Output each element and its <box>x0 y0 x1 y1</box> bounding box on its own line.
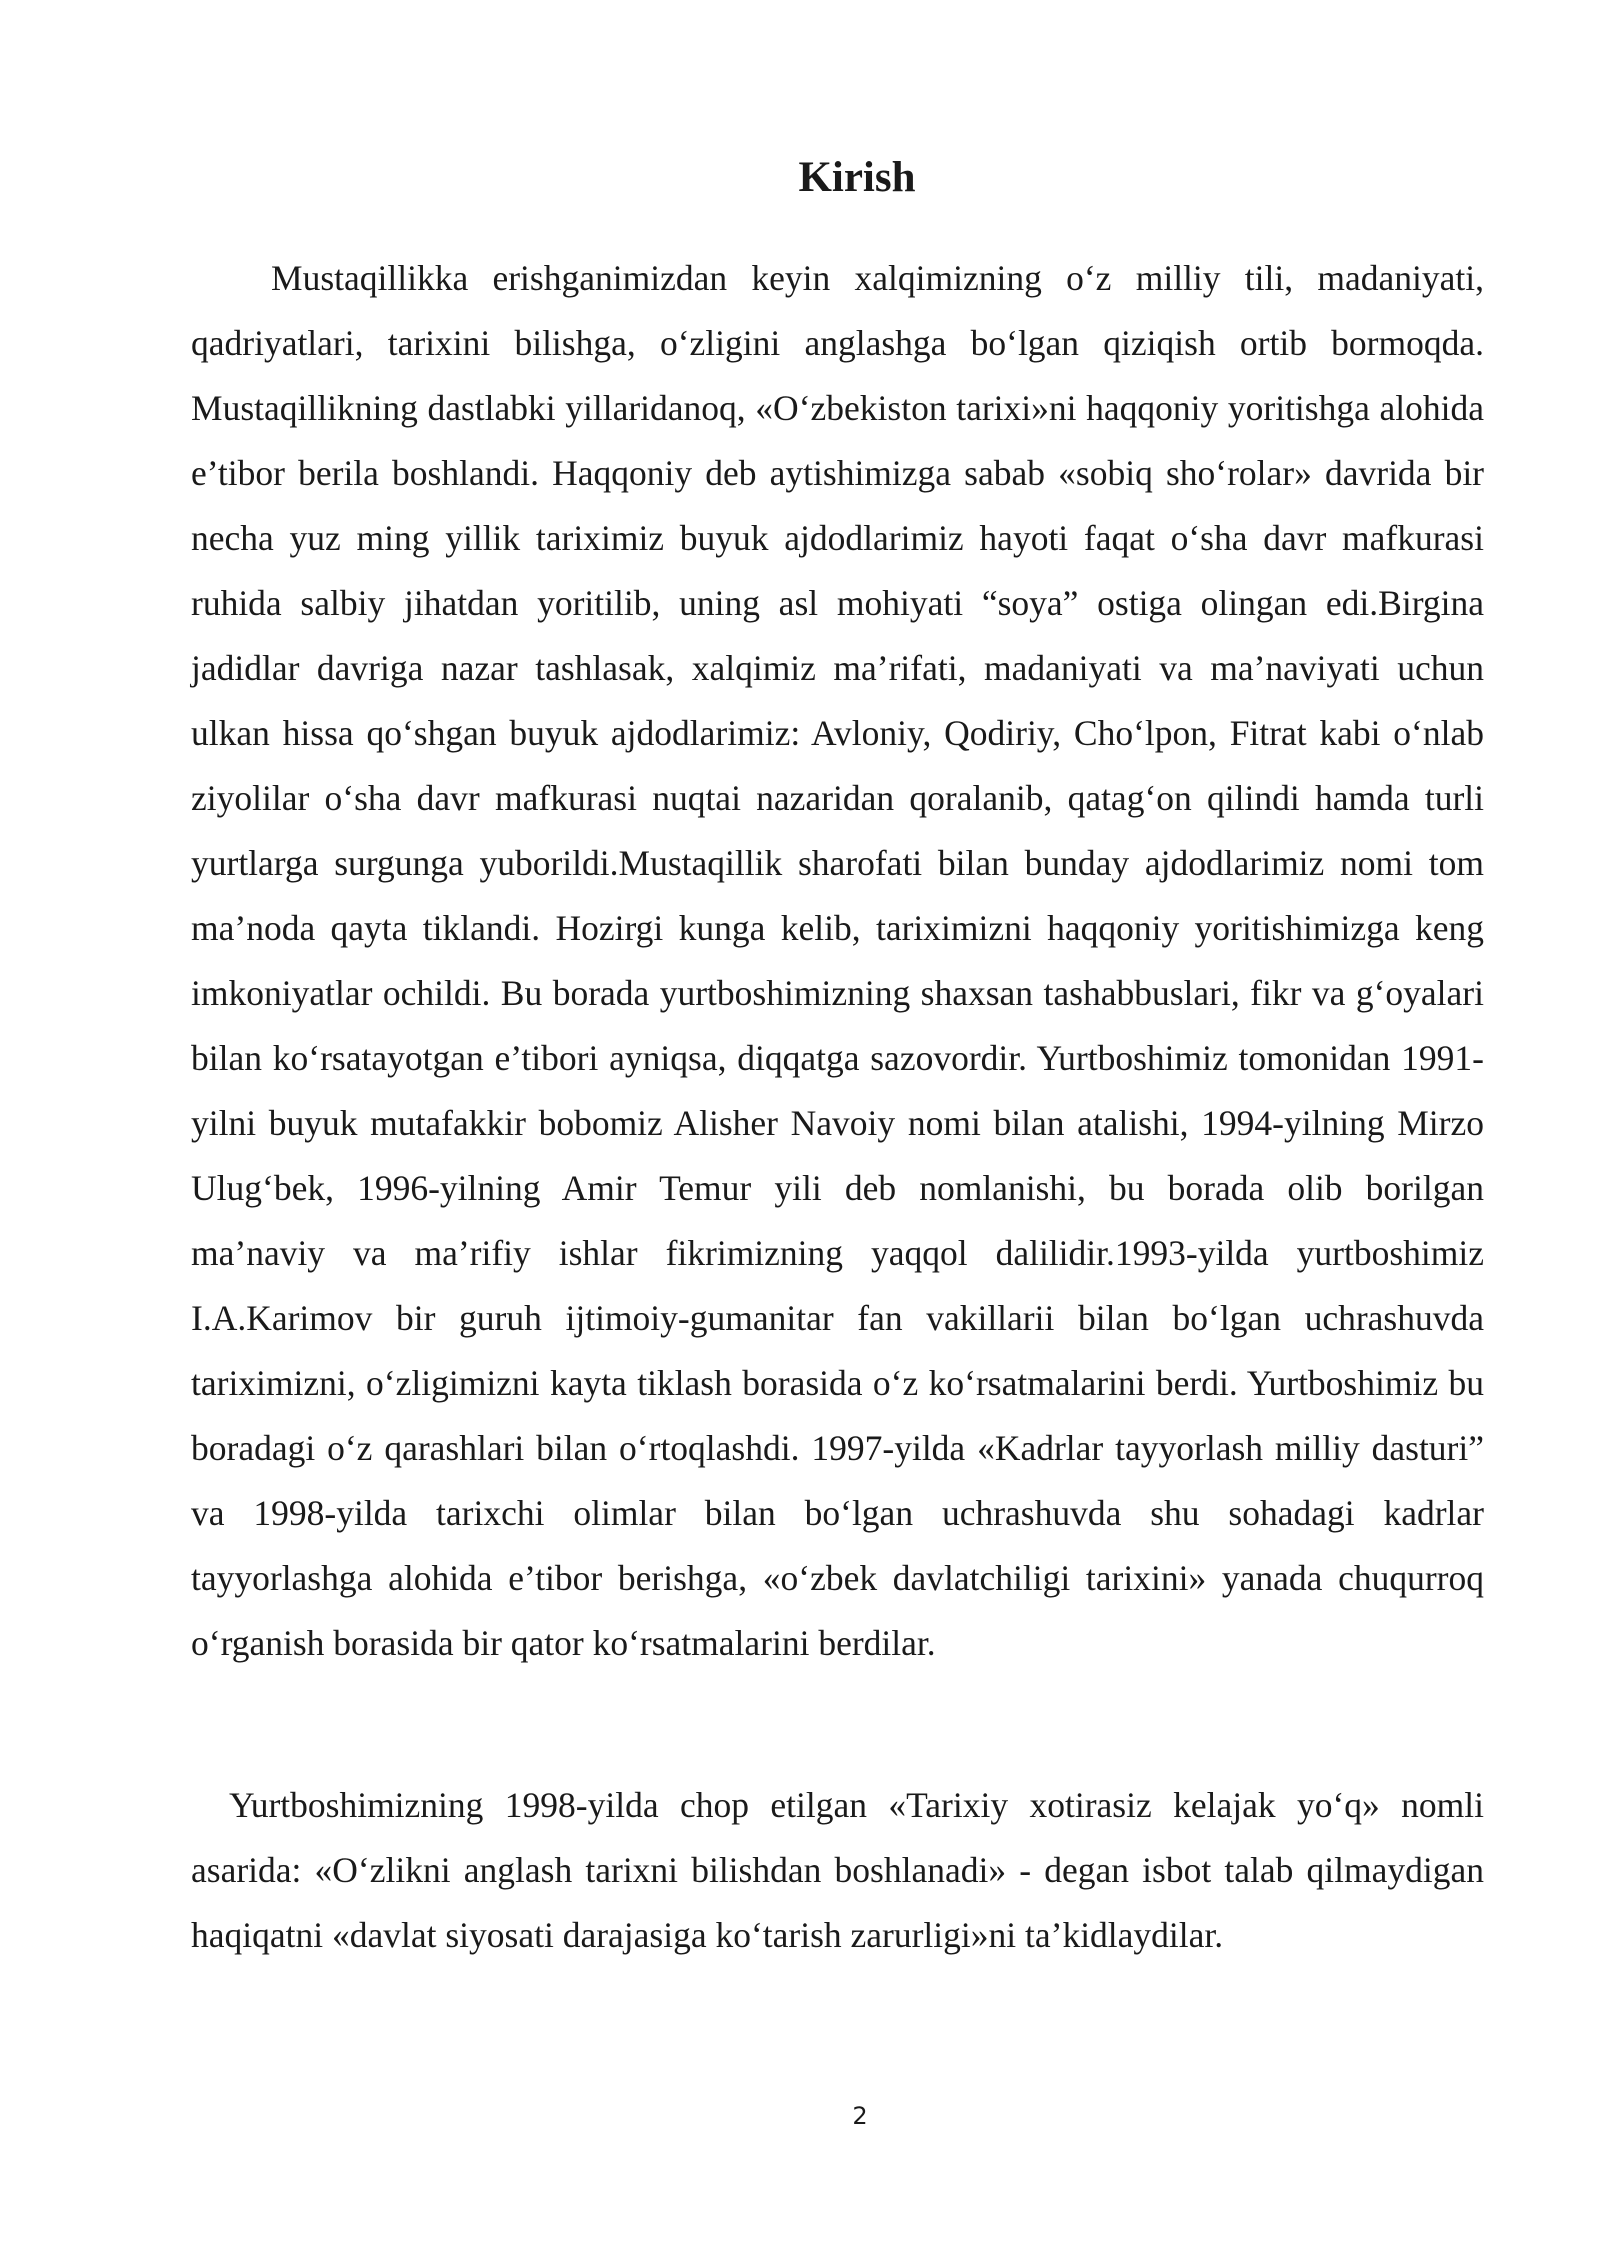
paragraph-1: Mustaqillikka erishganimizdan keyin xalqimizning o‘z milliy tili, madaniyati, qadriyatlari, tarixini bilishga, o‘zligini anglashga bo‘lgan qiziqish ortib bormoqda. Mustaqillikning dastlabki yillaridanoq, «O‘zbekiston tarixi»ni haqqoniy yoritishga alohida e’tibor berila boshlandi. Haqqoniy deb aytishimizga sabab «sobiq sho‘rolar» davrida bir necha yuz ming yillik tariximiz buyuk ajdodlarimiz hayoti faqat o‘sha davr mafkurasi ruhida salbiy jihatdan yoritilib, uning asl mohiyati “soya” ostiga olingan edi.Birgina jadidlar davriga nazar tashlasak, xalqimiz ma’rifati, madaniyati va ma’naviyati uchun ulkan hissa qo‘shgan buyuk ajdodlarimiz: Avloniy, Qodiriy, Cho‘lpon, Fitrat kabi o‘nlab ziyolilar o‘sha davr mafkurasi nuqtai nazaridan qoralanib, qatag‘on qilindi hamda turli yurtlarga surgunga yuborildi.Mustaqillik sharofati bilan bunday ajdodlarimiz nomi tom ma’noda qayta tiklandi. Hozirgi kunga kelib, tariximizni haqqoniy yoritishimizga keng imkoniyatlar ochildi. Bu borada yurtboshimizning shaxsan tashabbuslari, fikr va g‘oyalari bilan ko‘rsatayotgan e’tibori ayniqsa, diqqatga sazovordir. Yurtboshimiz tomonidan 1991-yilni buyuk mutafakkir bobomiz Alisher Navoiy nomi bilan atalishi, 1994-yilning Mirzo Ulug‘bek, 1996-yilning Amir Temur yili deb nomlanishi, bu borada olib borilgan ma’naviy va ma’rifiy ishlar fikrimizning yaqqol dalilidir.1993-yilda yurtboshimiz I.A.Karimov bir guruh ijtimoiy-gumanitar fan vakillarii bilan bo‘lgan uchrashuvda tariximizni, o‘zligimizni kayta tiklash borasida o‘z ko‘rsatmalarini berdi. Yurtboshimiz bu boradagi o‘z qarashlari bilan o‘rtoqlashdi. 1997-yilda «Kadrlar tayyorlash milliy dasturi” va 1998-yilda tarixchi olimlar bilan bo‘lgan uchrashuvda shu sohadagi kadrlar tayyorlashga alohida e’tibor berishga, «o‘zbek davlatchiligi tarixini» yanada chuqurroq o‘rganish borasida bir qator ko‘rsatmalarini berdilar. <box>191 258 1484 1663</box>
page-title: Kirish <box>798 154 916 201</box>
page-number: 2 <box>852 2102 868 2130</box>
paragraph-2: Yurtboshimizning 1998-yilda chop etilgan «Tarixiy xotirasiz kelajak yo‘q» nomli asarida: «O‘zlikni anglash tarixni bilishdan boshlanadi» - degan isbot talab qilmaydigan haqiqatni «davlat siyosati darajasiga ko‘tarish zarurligi»ni ta’kidlaydilar. <box>191 1785 1484 1955</box>
